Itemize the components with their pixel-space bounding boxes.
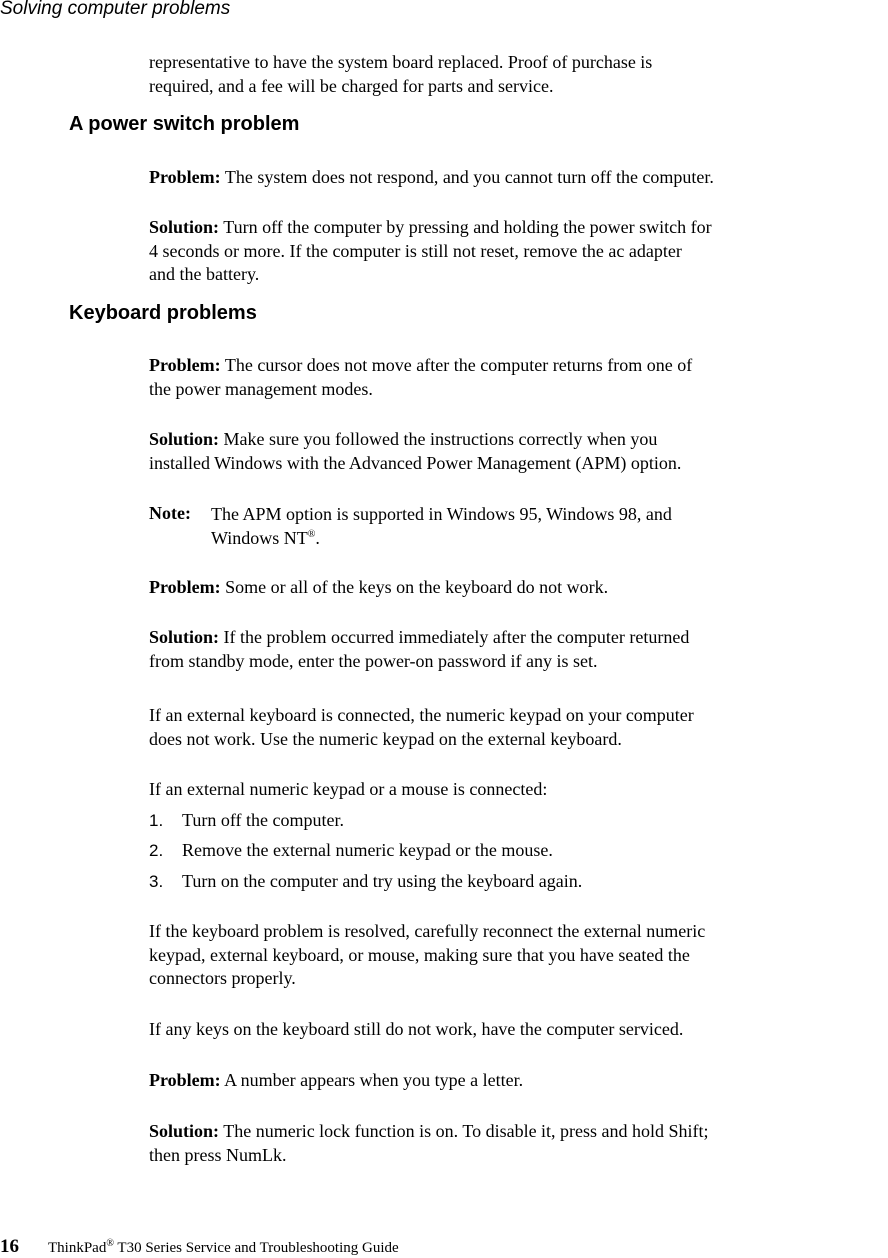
registered-mark: ®: [106, 1238, 114, 1249]
keyboard-heading: Keyboard problems: [69, 302, 257, 324]
list-item: [149, 871, 582, 892]
solution-line-3: and the battery.: [149, 264, 260, 284]
problem-text: The system does not respond, and you cannot turn off the computer.: [224, 167, 714, 187]
still-not-work-paragraph: If any keys on the keyboard still do not work, have the computer serviced.: [149, 1019, 684, 1039]
keyboard-problem-2: [149, 576, 608, 600]
solution-label: Solution:: [149, 429, 220, 449]
keyboard-problem-1: [149, 354, 692, 401]
intro-line-1: representative to have the system board replaced. Proof of purchase is: [149, 52, 653, 72]
problem-label: Problem:: [149, 167, 221, 187]
footer-title: [48, 1240, 399, 1256]
list-text: Remove the external numeric keypad or the mouse.: [182, 840, 553, 860]
problem-line-1: The cursor does not move after the computer returns from one of: [224, 355, 693, 375]
note-line-2: Windows NT: [211, 527, 308, 548]
running-title: Solving computer problems: [0, 0, 231, 19]
problem-label: Problem:: [149, 1070, 221, 1090]
keyboard-solution-2: [149, 626, 689, 673]
registered-mark: ®: [307, 528, 316, 540]
keyboard-solution-1: [149, 428, 681, 475]
problem-line-2: the power management modes.: [149, 378, 373, 399]
list-item: [149, 840, 553, 861]
power-switch-heading: A power switch problem: [69, 113, 300, 135]
list-text: Turn on the computer and try using the keyboard again.: [182, 871, 583, 891]
page-footer: [0, 1236, 399, 1258]
note-period: .: [315, 527, 320, 548]
solution-label: Solution:: [149, 627, 220, 647]
solution-label: Solution:: [149, 217, 220, 237]
list-number: 1.: [149, 811, 164, 830]
solution-line-2: then press NumLk.: [149, 1144, 287, 1165]
problem-text: A number appears when you type a letter.: [224, 1070, 524, 1090]
footer-title-part-1: ThinkPad: [48, 1240, 107, 1256]
note-body: [211, 503, 672, 550]
external-keypad-intro: If an external numeric keypad or a mouse is connected:: [149, 779, 548, 799]
resolved-line-2: keypad, external keyboard, or mouse, making sure that you have seated the: [149, 944, 690, 965]
intro-paragraph: [149, 51, 652, 98]
page-number: 16: [0, 1236, 19, 1257]
list-number: 2.: [149, 841, 164, 860]
footer-title-part-2: T30 Series Service and Troubleshooting Guide: [113, 1240, 399, 1256]
note-line-1: The APM option is supported in Windows 95, Windows 98, and: [211, 504, 672, 524]
solution-line-2: installed Windows with the Advanced Power Management (APM) option.: [149, 452, 682, 473]
intro-line-2: required, and a fee will be charged for parts and service.: [149, 75, 554, 96]
list-text: Turn off the computer.: [182, 810, 344, 830]
problem-label: Problem:: [149, 577, 221, 597]
solution-line-1: The numeric lock function is on. To disable it, press and hold Shift;: [223, 1121, 709, 1141]
external-keyboard-paragraph: [149, 704, 694, 751]
resolved-paragraph: [149, 920, 705, 991]
list-number: 3.: [149, 872, 164, 891]
solution-line-1: If the problem occurred immediately after the computer returned: [223, 627, 690, 647]
solution-line-1: Turn off the computer by pressing and holding the power switch for: [223, 217, 712, 237]
keyboard-problem-3: [149, 1069, 523, 1093]
solution-line-2: 4 seconds or more. If the computer is still not reset, remove the ac adapter: [149, 240, 682, 261]
list-item: [149, 810, 344, 831]
solution-line-2: from standby mode, enter the power-on password if any is set.: [149, 650, 598, 671]
problem-label: Problem:: [149, 355, 221, 375]
keyboard-solution-3: [149, 1120, 709, 1167]
note-label: Note:: [149, 503, 191, 523]
ext-kb-line-1: If an external keyboard is connected, the numeric keypad on your computer: [149, 705, 694, 725]
power-solution: [149, 216, 712, 287]
power-problem: [149, 166, 714, 190]
problem-text: Some or all of the keys on the keyboard do not work.: [225, 577, 609, 597]
ext-kb-line-2: does not work. Use the numeric keypad on the external keyboard.: [149, 728, 622, 749]
resolved-line-1: If the keyboard problem is resolved, carefully reconnect the external numeric: [149, 921, 706, 941]
resolved-line-3: connectors properly.: [149, 968, 296, 988]
solution-line-1: Make sure you followed the instructions correctly when you: [223, 429, 658, 449]
solution-label: Solution:: [149, 1121, 220, 1141]
